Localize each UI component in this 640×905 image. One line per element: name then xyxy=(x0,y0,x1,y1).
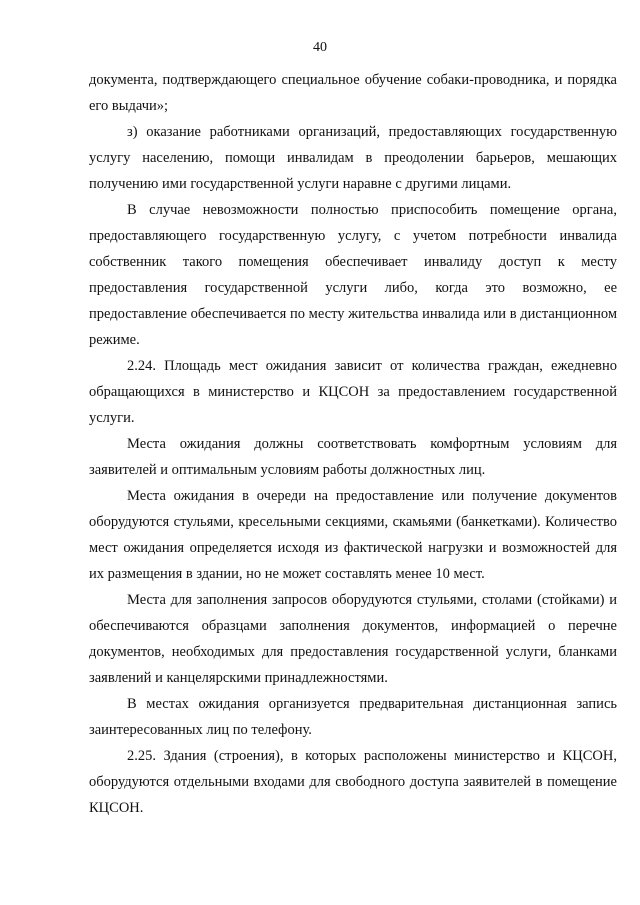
document-body xyxy=(89,67,617,821)
paragraph-request-filling: Места для заполнения запросов оборудуются стульями, столами (стойками) и обеспечиваются образцами заполнения документов, информацией о перечне документов, необходимых для предоставления государственной услуги, бланками заявлений и канцелярскими принадлежностями. xyxy=(89,592,617,686)
paragraph-2-24: 2.24. Площадь мест ожидания зависит от количества граждан, ежедневно обращающихся в министерство и КЦСОН за предоставлением государственной услуги. xyxy=(89,358,617,426)
paragraph-2-25: 2.25. Здания (строения), в которых расположены министерство и КЦСОН, оборудуются отдельными входами для свободного доступа заявителей в помещение КЦСОН. xyxy=(89,748,617,816)
paragraph-waiting-seating: Места ожидания в очереди на предоставление или получение документов оборудуются стульями, кресельными секциями, скамьями (банкетками). Количество мест ожидания определяется исходя из фактической нагрузки и возможностей для их размещения в здании, но не может составлять менее 10 мест. xyxy=(89,488,617,582)
paragraph-accessibility-alternative: В случае невозможности полностью приспособить помещение органа, предоставляющего государственную услугу, с учетом потребности инвалида собственник такого помещения обеспечивает инвалиду доступ к месту предоставления государственной услуги либо, когда это возможно, ее предоставление обеспечивается по месту жительства инвалида или в дистанционном режиме. xyxy=(89,202,617,348)
paragraph-waiting-comfort: Места ожидания должны соответствовать комфортным условиям для заявителей и оптимальным условиям работы должностных лиц. xyxy=(89,436,617,478)
paragraph-phone-booking: В местах ожидания организуется предварительная дистанционная запись заинтересованных лиц по телефону. xyxy=(89,696,617,738)
paragraph-document-continuation: документа, подтверждающего специальное обучение собаки-проводника, и порядка его выдачи»; xyxy=(89,72,617,114)
paragraph-item-z: з) оказание работниками организаций, предоставляющих государственную услугу населению, помощи инвалидам в преодолении барьеров, мешающих получению ими государственной услуги наравне с другими лицами. xyxy=(89,124,617,192)
page-number: 40 xyxy=(313,40,327,55)
